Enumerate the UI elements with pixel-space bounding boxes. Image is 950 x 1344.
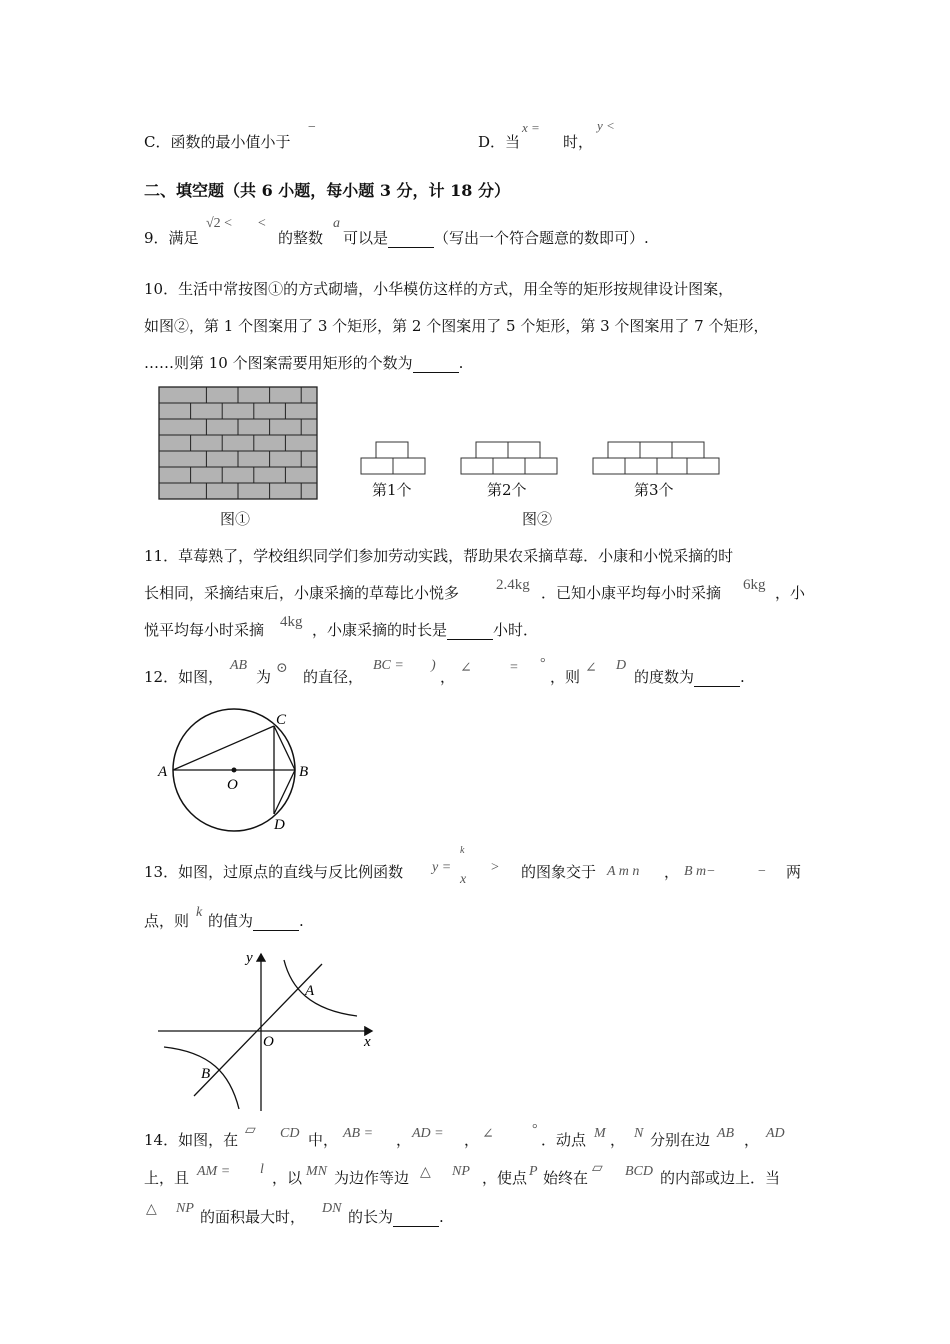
q14-comma1: ， bbox=[396, 1131, 412, 1149]
q13-line2b bbox=[208, 911, 304, 931]
q14-math-l: l bbox=[260, 1162, 264, 1177]
q11-line3b bbox=[312, 620, 538, 640]
q14-math-mn: MN bbox=[306, 1164, 327, 1179]
answer-blank bbox=[393, 1211, 439, 1227]
q12-tail bbox=[634, 667, 745, 687]
q12-wei: 为 bbox=[256, 668, 272, 686]
q14-line3b bbox=[348, 1207, 444, 1227]
q13-line2c: . bbox=[299, 912, 304, 930]
section-title: 二、填空题（共 6 小题，每小题 3 分，计 18 分） bbox=[144, 181, 510, 200]
q8-option-d-math1: x = bbox=[522, 120, 540, 135]
q13-math-k2: k bbox=[196, 905, 203, 920]
label-x: x bbox=[364, 1034, 371, 1050]
answer-blank bbox=[413, 357, 459, 373]
q14-comma2: ， bbox=[464, 1131, 480, 1149]
q14-moving: ．动点 bbox=[541, 1131, 587, 1149]
q8-option-d: D．当 bbox=[478, 133, 521, 151]
q12-math-bc: BC = bbox=[373, 658, 404, 673]
answer-blank bbox=[388, 232, 434, 248]
q11-line3b-text: ，小康采摘的时长是 bbox=[312, 621, 448, 639]
q11-line2b: ．已知小康平均每小时采摘 bbox=[541, 584, 722, 602]
hyperbola-branch-1 bbox=[284, 960, 357, 1016]
pattern-2-label: 第2个 bbox=[487, 481, 527, 499]
q12-comma: ， bbox=[440, 668, 456, 686]
q12-lead: 12．如图， bbox=[144, 668, 224, 686]
q8-option-d-tail: 时， bbox=[563, 133, 594, 151]
q14-math-np2: NP bbox=[176, 1201, 194, 1216]
q14-math-am: AM = bbox=[197, 1164, 231, 1179]
q14-line2b: ，以 bbox=[272, 1169, 303, 1187]
q14-line2c: 为边作等边 bbox=[334, 1169, 410, 1187]
q13-lead: 13．如图，过原点的直线与反比例函数 bbox=[144, 863, 404, 881]
q9-can-be-text: 可以是 bbox=[343, 229, 389, 247]
q14-math-angle: ∠ bbox=[482, 1127, 494, 1142]
label-c: C bbox=[276, 712, 287, 728]
q10-line2: 如图②，第 1 个图案用了 3 个矩形，第 2 个图案用了 5 个矩形，第 3 个图案用了 7 个矩形， bbox=[144, 317, 769, 335]
label-b: B bbox=[201, 1066, 211, 1082]
line-through-origin bbox=[194, 964, 322, 1096]
pattern-2-figure bbox=[460, 441, 558, 475]
q12-math-ab: AB bbox=[230, 658, 248, 673]
q14-line2d: ，使点 bbox=[482, 1169, 528, 1187]
q14-math-np: NP bbox=[452, 1164, 470, 1179]
q8-option-c-text: C．函数的最小值小于 bbox=[144, 133, 291, 151]
q12-math-eq: = bbox=[510, 660, 518, 675]
q14-math-p: P bbox=[529, 1164, 538, 1179]
q13-math-b: B m− bbox=[684, 864, 716, 879]
q11-math-6kg: 6kg bbox=[743, 577, 766, 593]
q12-math-deg: ° bbox=[540, 656, 546, 671]
q12-diameter: 的直径， bbox=[303, 668, 364, 686]
q9-can-be bbox=[343, 228, 649, 248]
q14-in: 中， bbox=[308, 1131, 339, 1149]
label-a: A bbox=[158, 764, 168, 780]
fig2-caption: 图② bbox=[522, 510, 553, 528]
q14-math-para: ▱ bbox=[245, 1123, 256, 1138]
q14-math-para2: ▱ bbox=[592, 1161, 603, 1176]
segment-bc bbox=[274, 726, 295, 770]
wall-background bbox=[159, 387, 317, 499]
q13-math-k: k bbox=[460, 845, 465, 856]
q14-math-deg: ° bbox=[532, 1122, 538, 1137]
q14-line3a: 的面积最大时， bbox=[200, 1208, 306, 1226]
q10-line3 bbox=[144, 353, 463, 373]
q11-line3c: 小时． bbox=[493, 621, 539, 639]
q9-tail: （写出一个符合题意的数即可）. bbox=[434, 229, 649, 247]
q12-tail-text: 的度数为 bbox=[634, 668, 695, 686]
q12-math-circle: ⊙ bbox=[276, 661, 288, 676]
fig1-caption: 图① bbox=[220, 510, 251, 528]
q13-math-minus: − bbox=[758, 864, 766, 879]
label-o: O bbox=[227, 777, 238, 793]
q14-math-dn: DN bbox=[322, 1201, 342, 1216]
answer-blank bbox=[253, 915, 299, 931]
q11-line1: 11．草莓熟了，学校组织同学们参加劳动实践，帮助果农采摘草莓．小康和小悦采摘的时 bbox=[144, 547, 734, 565]
q9-math-sqrt: √2 < bbox=[206, 216, 233, 231]
segment-ac bbox=[173, 726, 274, 770]
q11-math-4kg: 4kg bbox=[280, 614, 303, 630]
q10-line3-end: . bbox=[458, 354, 464, 372]
q14-line2e: 始终在 bbox=[543, 1169, 589, 1187]
q14-line2f: 的内部或边上．当 bbox=[660, 1169, 781, 1187]
q9-lead: 9．满足 bbox=[144, 229, 199, 247]
q14-math-m: M bbox=[594, 1126, 606, 1141]
label-o: O bbox=[263, 1034, 274, 1050]
q8-option-c-math: − bbox=[307, 120, 317, 135]
q13-line2b-text: 的值为 bbox=[208, 912, 254, 930]
q14-line2a: 上，且 bbox=[144, 1169, 190, 1187]
q14-lead: 14．如图，在 bbox=[144, 1131, 239, 1149]
q11-line2a: 长相同，采摘结束后，小康采摘的草莓比小悦多 bbox=[144, 584, 460, 602]
q8-option-c bbox=[144, 132, 290, 152]
q14-math-ad2: AD bbox=[766, 1126, 785, 1141]
q14-math-ab: AB = bbox=[343, 1126, 374, 1141]
q12-math-d: D bbox=[616, 658, 627, 673]
q14-comma4: ， bbox=[744, 1131, 760, 1149]
pattern-3-label: 第3个 bbox=[634, 481, 674, 499]
q12-math-paren: ) bbox=[431, 658, 436, 673]
label-b: B bbox=[299, 764, 309, 780]
q13-math-y: y = bbox=[432, 860, 452, 875]
answer-blank bbox=[694, 671, 740, 687]
q14-math-n: N bbox=[634, 1126, 644, 1141]
q11-line3a: 悦平均每小时采摘 bbox=[144, 621, 265, 639]
q11-math-24kg: 2.4kg bbox=[496, 577, 530, 593]
q13-math-a: A m n bbox=[607, 864, 640, 879]
q14-math-cd: CD bbox=[280, 1126, 300, 1141]
q10-line1: 10．生活中常按图①的方式砌墙，小华模仿这样的方式，用全等的矩形按规律设计图案， bbox=[144, 280, 734, 298]
q11-line2c: ，小 bbox=[775, 584, 806, 602]
answer-blank bbox=[447, 624, 493, 640]
label-a: A bbox=[305, 983, 315, 999]
segment-bd bbox=[274, 770, 295, 814]
q9-math-a: a bbox=[333, 216, 340, 231]
q9-math-lt: < bbox=[257, 216, 267, 231]
q13-line2a: 点，则 bbox=[144, 912, 190, 930]
q12-math-angle1: ∠ bbox=[460, 661, 472, 676]
brick-wall-figure bbox=[158, 386, 318, 500]
center-dot bbox=[232, 768, 237, 773]
pattern-1-label: 第1个 bbox=[372, 481, 412, 499]
q14-line3c: . bbox=[439, 1208, 444, 1226]
q13-math-gt: > bbox=[491, 860, 499, 875]
hyperbola-figure bbox=[150, 948, 390, 1118]
q14-math-ab2: AB bbox=[717, 1126, 735, 1141]
q12-then: ，则 bbox=[550, 668, 581, 686]
q9-mid: 的整数 bbox=[278, 229, 324, 247]
q14-math-tri: △ bbox=[420, 1165, 431, 1180]
q14-math-bcd: BCD bbox=[625, 1164, 653, 1179]
q13-math-x: x bbox=[460, 872, 467, 887]
circle-figure bbox=[150, 700, 330, 840]
q14-math-ad: AD = bbox=[412, 1126, 444, 1141]
label-d: D bbox=[274, 817, 285, 833]
q12-math-angle2: ∠ bbox=[585, 661, 597, 676]
pattern-3-figure bbox=[592, 441, 720, 475]
q14-comma3: ， bbox=[610, 1131, 626, 1149]
label-y: y bbox=[246, 950, 253, 966]
q10-line3-text: ……则第 10 个图案需要用矩形的个数为 bbox=[144, 354, 413, 372]
q13-intersect: 的图象交于 bbox=[521, 863, 597, 881]
q14-on-sides: 分别在边 bbox=[650, 1131, 711, 1149]
q12-tail-end: . bbox=[740, 668, 745, 686]
pattern-1-figure bbox=[360, 441, 426, 475]
q14-math-tri2: △ bbox=[146, 1202, 157, 1217]
q13-two: 两 bbox=[786, 863, 802, 881]
q14-line3b-text: 的长为 bbox=[348, 1208, 394, 1226]
q8-option-d-math2: y < bbox=[597, 118, 615, 133]
q13-comma: ， bbox=[664, 863, 680, 881]
